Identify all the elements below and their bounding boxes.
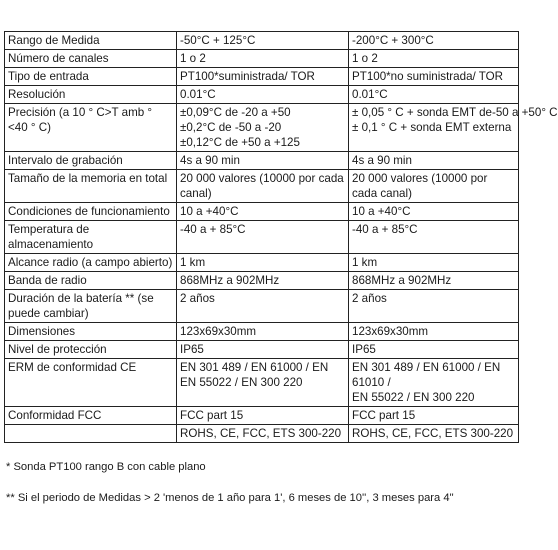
cell-value: -200°C + 300°C: [352, 34, 434, 47]
table-row: [5, 254, 519, 272]
row-label: Tipo de entrada: [8, 70, 89, 83]
row-label-cell: [5, 341, 177, 359]
table-row: [5, 32, 519, 50]
row-label-cell: [5, 170, 177, 203]
value-cell-1: [177, 68, 349, 86]
value-cell-2: [349, 359, 519, 407]
table-row: [5, 203, 519, 221]
value-cell-1: [177, 341, 349, 359]
value-cell-1: [177, 104, 349, 152]
value-cell-2: [349, 290, 519, 323]
cell-value: ± 0,05 ° C + sonda EMT de-50 a +50° C: [352, 106, 558, 119]
table-row: [5, 425, 519, 443]
cell-value: 4s a 90 min: [180, 154, 240, 167]
row-label: Rango de Medida: [8, 34, 100, 47]
row-label-cell: [5, 104, 177, 152]
cell-value: 0.01°C: [180, 88, 216, 101]
cell-value: 20 000 valores (10000 por cada canal): [352, 172, 488, 200]
cell-value: 1 o 2: [352, 52, 378, 65]
cell-value: IP65: [180, 343, 204, 356]
cell-value: ±0,12°C de +50 a +125: [180, 136, 300, 149]
row-label: Temperatura de almacenamiento: [8, 223, 94, 251]
cell-value: 868MHz a 902MHz: [352, 274, 452, 287]
value-cell-1: [177, 359, 349, 407]
row-label: Conformidad FCC: [8, 409, 102, 422]
cell-value: FCC part 15: [352, 409, 416, 422]
value-cell-2: [349, 272, 519, 290]
cell-value: 123x69x30mm: [180, 325, 257, 338]
row-label: Precisión (a 10 ° C>T amb ° <40 ° C): [8, 106, 153, 134]
value-cell-2: [349, 203, 519, 221]
value-cell-2: [349, 407, 519, 425]
row-label-cell: [5, 254, 177, 272]
table-row: [5, 86, 519, 104]
row-label: Intervalo de grabación: [8, 154, 123, 167]
row-label-cell: [5, 290, 177, 323]
table-row: [5, 341, 519, 359]
cell-value: -40 a + 85°C: [352, 223, 418, 236]
value-cell-1: [177, 203, 349, 221]
row-label: Dimensiones: [8, 325, 76, 338]
value-cell-1: [177, 323, 349, 341]
value-cell-1: [177, 86, 349, 104]
row-label: ERM de conformidad CE: [8, 361, 137, 374]
row-label-cell: [5, 323, 177, 341]
value-cell-2: [349, 425, 519, 443]
cell-value: -40 a + 85°C: [180, 223, 246, 236]
row-label-cell: [5, 425, 177, 443]
footnote-battery: ** Si el periodo de Medidas > 2 'menos de 1 año para 1', 6 meses de 10'', 3 meses para 4": [6, 492, 454, 504]
value-cell-2: [349, 254, 519, 272]
footnote-probe: * Sonda PT100 rango B con cable plano: [6, 461, 206, 473]
cell-value: ±0,2°C de -50 a -20: [180, 121, 282, 134]
value-cell-2: [349, 341, 519, 359]
cell-value: PT100*no suministrada/ TOR: [352, 70, 504, 83]
value-cell-1: [177, 425, 349, 443]
cell-value: 123x69x30mm: [352, 325, 429, 338]
row-label-cell: [5, 50, 177, 68]
value-cell-2: [349, 221, 519, 254]
value-cell-1: [177, 170, 349, 203]
cell-value: IP65: [352, 343, 376, 356]
value-cell-1: [177, 254, 349, 272]
value-cell-1: [177, 32, 349, 50]
row-label: Condiciones de funcionamiento: [8, 205, 170, 218]
table-row: [5, 68, 519, 86]
table-row: [5, 323, 519, 341]
cell-value: PT100*suministrada/ TOR: [180, 70, 315, 83]
row-label: Nivel de protección: [8, 343, 107, 356]
row-label-cell: [5, 32, 177, 50]
value-cell-2: [349, 170, 519, 203]
value-cell-2: [349, 152, 519, 170]
table-row: [5, 359, 519, 407]
row-label: Tamaño de la memoria en total: [8, 172, 168, 185]
cell-value: 1 km: [352, 256, 378, 269]
row-label: Resolución: [8, 88, 66, 101]
cell-value: 10 a +40°C: [180, 205, 239, 218]
value-cell-2: [349, 86, 519, 104]
value-cell-2: [349, 32, 519, 50]
cell-value: EN 301 489 / EN 61000 / EN: [352, 361, 501, 374]
cell-value: EN 55022 / EN 300 220: [352, 391, 475, 404]
cell-value: EN 301 489 / EN 61000 / EN: [180, 361, 329, 374]
row-label-cell: [5, 203, 177, 221]
value-cell-2: [349, 104, 558, 152]
value-cell-2: [349, 50, 519, 68]
cell-value: 10 a +40°C: [352, 205, 411, 218]
table-row: [5, 407, 519, 425]
row-label-cell: [5, 68, 177, 86]
value-cell-2: [349, 68, 519, 86]
value-cell-1: [177, 290, 349, 323]
cell-value: FCC part 15: [180, 409, 244, 422]
value-cell-2: [349, 323, 519, 341]
cell-value: ROHS, CE, FCC, ETS 300-220: [352, 427, 514, 440]
cell-value: 1 o 2: [180, 52, 206, 65]
row-label: Banda de radio: [8, 274, 87, 287]
cell-value: EN 55022 / EN 300 220: [180, 376, 303, 389]
value-cell-1: [177, 272, 349, 290]
row-label-cell: [5, 86, 177, 104]
cell-value: 2 años: [180, 292, 215, 305]
row-label: Duración de la batería ** (se puede cambiar): [8, 292, 154, 320]
cell-value: 868MHz a 902MHz: [180, 274, 280, 287]
table-row: [5, 221, 519, 254]
row-label: Número de canales: [8, 52, 109, 65]
value-cell-1: [177, 221, 349, 254]
row-label-cell: [5, 359, 177, 407]
spec-table: [4, 31, 558, 443]
value-cell-1: [177, 50, 349, 68]
table-row: [5, 50, 519, 68]
table-row: [5, 170, 519, 203]
row-label: Alcance radio (a campo abierto): [8, 256, 173, 269]
cell-value: 2 años: [352, 292, 387, 305]
table-row: [5, 152, 519, 170]
cell-value: ±0,09°C de -20 a +50: [180, 106, 291, 119]
cell-value: 20 000 valores (10000 por cada canal): [180, 172, 344, 200]
value-cell-1: [177, 407, 349, 425]
cell-value: 4s a 90 min: [352, 154, 412, 167]
row-label-cell: [5, 272, 177, 290]
cell-value: 0.01°C: [352, 88, 388, 101]
table-row: [5, 290, 519, 323]
cell-value: 61010 /: [352, 376, 391, 389]
row-label-cell: [5, 407, 177, 425]
cell-value: 1 km: [180, 256, 206, 269]
table-row: [5, 272, 519, 290]
row-label-cell: [5, 152, 177, 170]
cell-value: ± 0,1 ° C + sonda EMT externa: [352, 121, 512, 134]
row-label-cell: [5, 221, 177, 254]
spec-table-body: [5, 32, 558, 443]
cell-value: -50°C + 125°C: [180, 34, 256, 47]
cell-value: ROHS, CE, FCC, ETS 300-220: [180, 427, 342, 440]
value-cell-1: [177, 152, 349, 170]
table-row: [5, 104, 519, 152]
